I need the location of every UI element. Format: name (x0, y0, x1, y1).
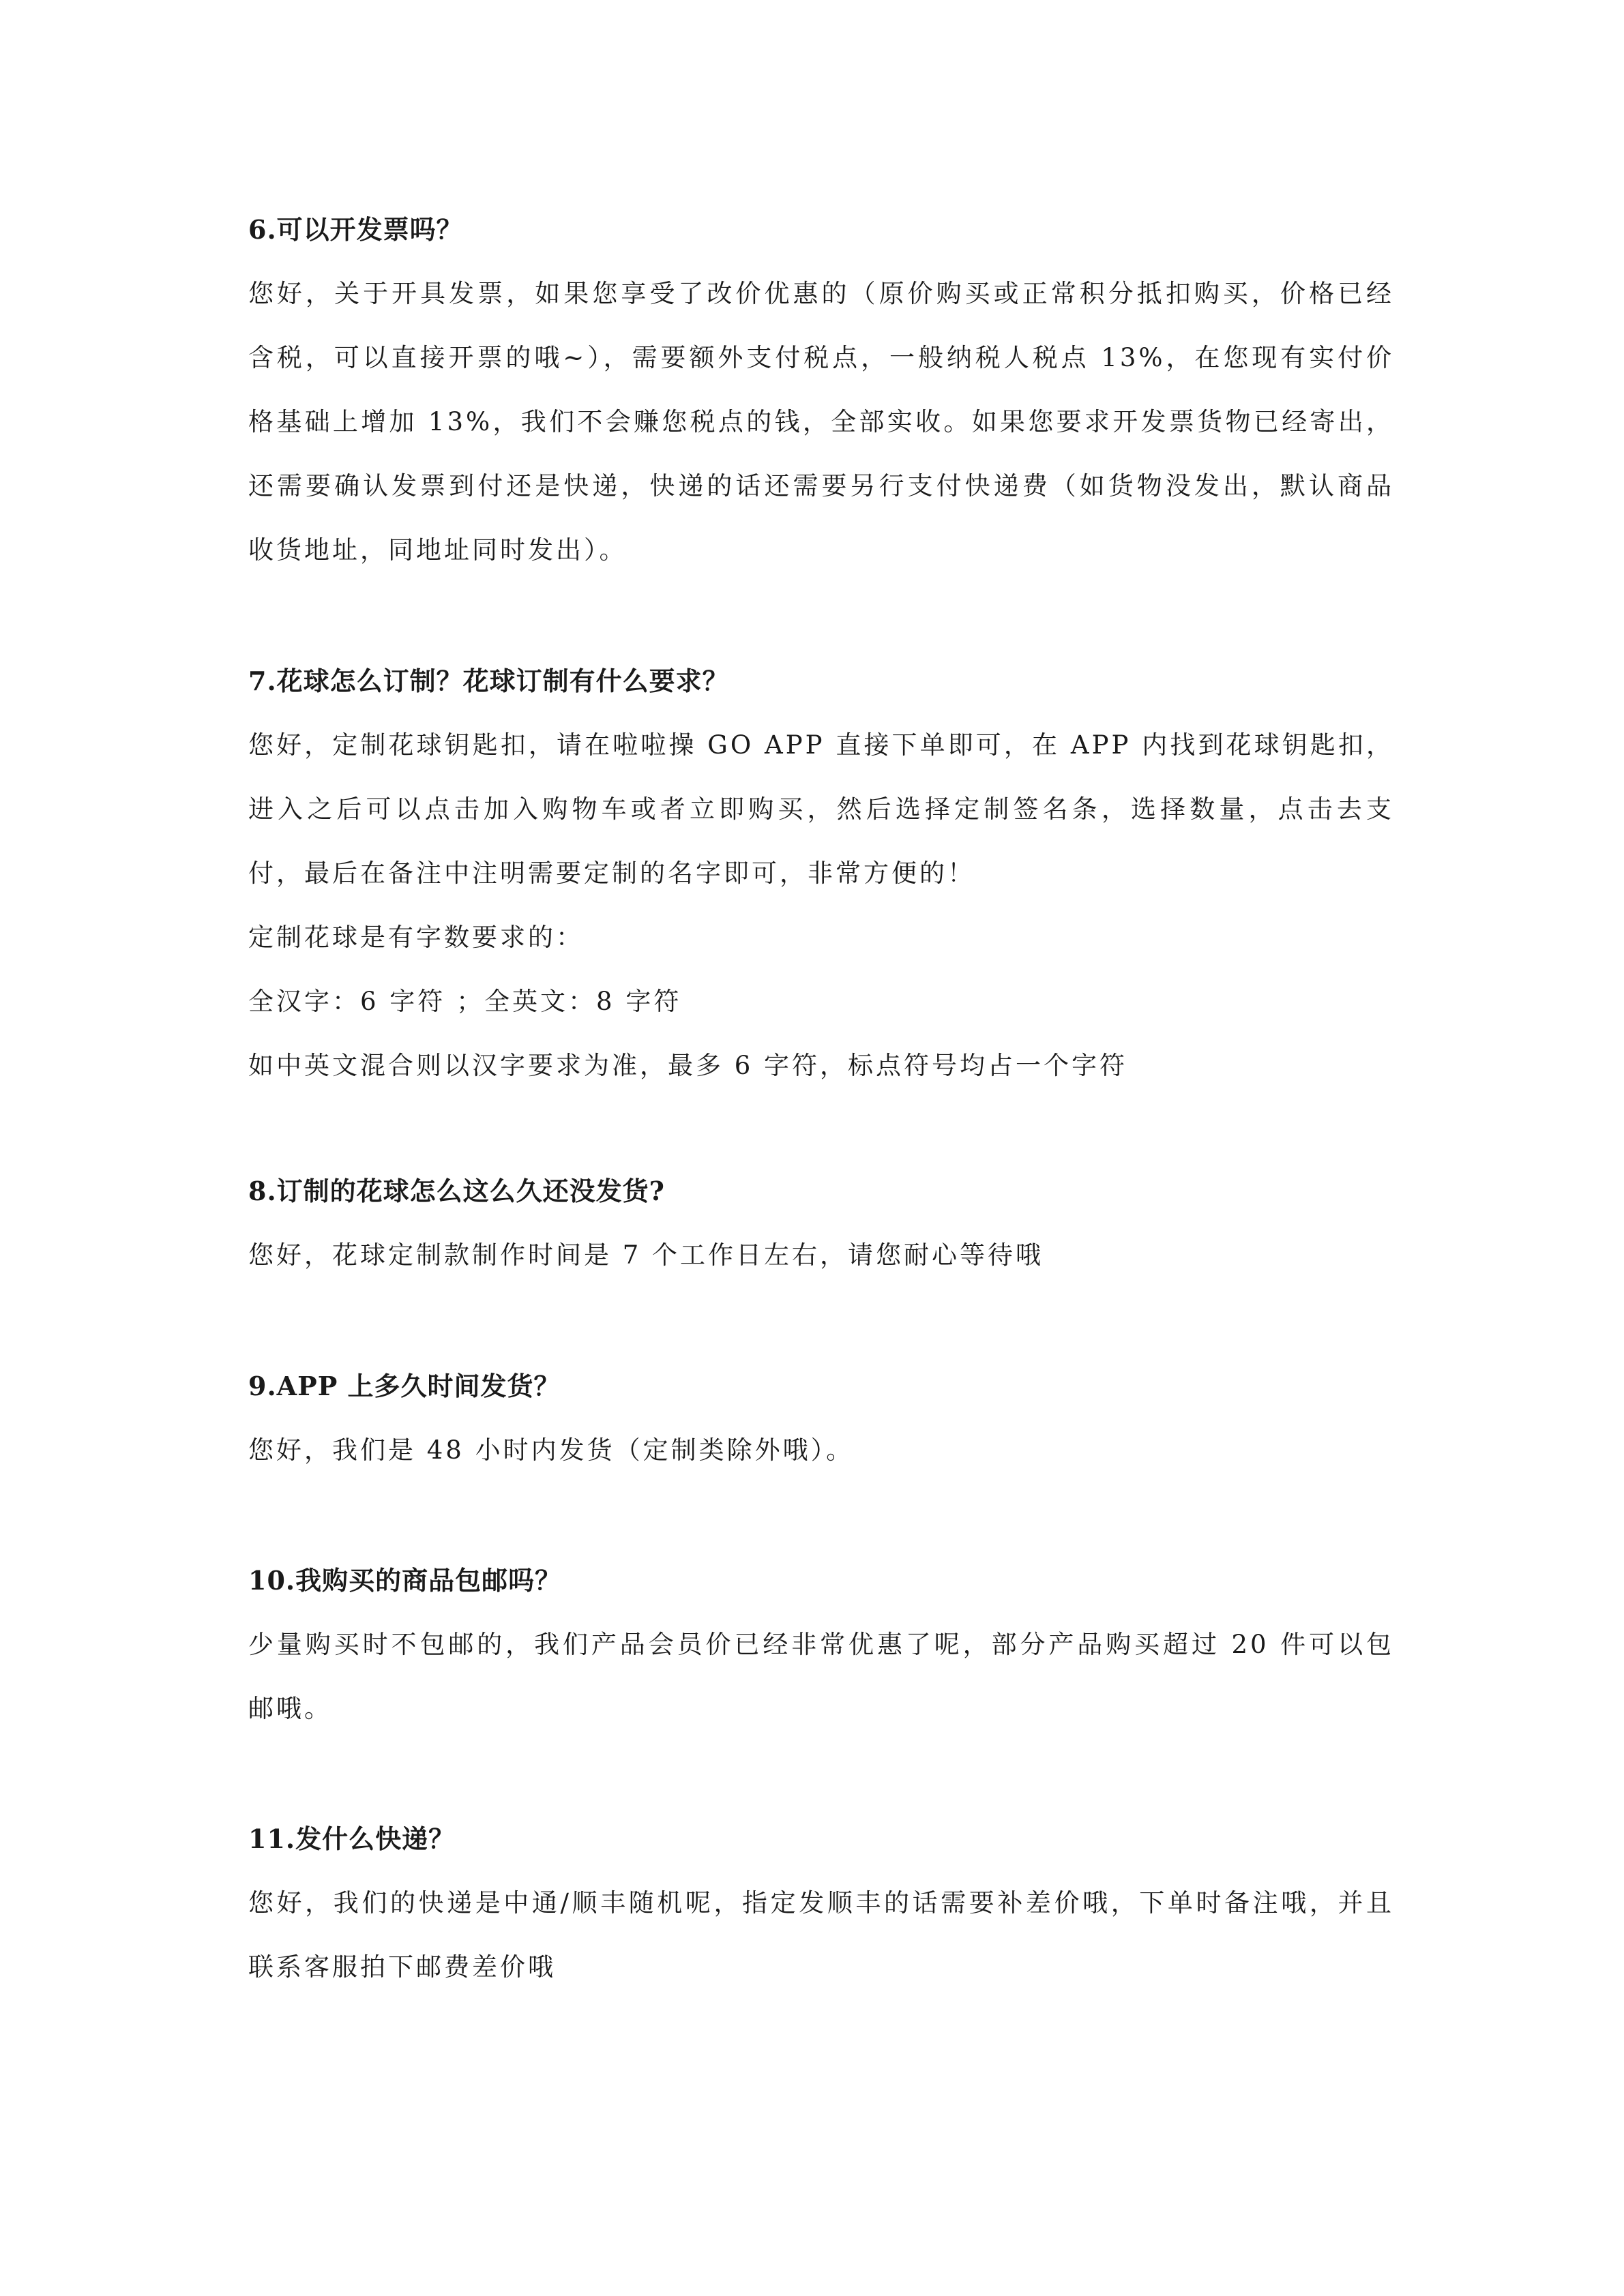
faq-answer: 您好，定制花球钥匙扣，请在啦啦操 GO APP 直接下单即可，在 APP 内找到花球钥匙扣，进入之后可以点击加入购物车或者立即购买，然后选择定制签名条，选择数量，点击去支付，最后在备注中注明需要定制的名字即可，非常方便的！ (248, 730, 1394, 888)
faq-answer: 您好，花球定制款制作时间是 7 个工作日左右，请您耐心等待哦 (248, 1240, 1044, 1270)
faq-question: 11.发什么快递？ (248, 1823, 456, 1854)
faq-answer: 定制花球是有字数要求的： (248, 923, 584, 952)
faq-section-11 (248, 1807, 1394, 1999)
faq-answer: 您好，我们是 48 小时内发货（定制类除外哦）。 (248, 1435, 855, 1465)
faq-question: 7.花球怎么订制？花球订制有什么要求？ (248, 666, 729, 696)
faq-answer: 您好，我们的快递是中通/顺丰随机呢，指定发顺丰的话需要补差价哦，下单时备注哦，并且联系客服拍下邮费差价哦 (248, 1888, 1394, 1982)
faq-question: 8.订制的花球怎么这么久还没发货? (248, 1176, 665, 1206)
faq-section-8 (248, 1159, 1394, 1287)
faq-question: 9.APP 上多久时间发货？ (248, 1371, 561, 1401)
faq-answer: 如中英文混合则以汉字要求为准，最多 6 字符，标点符号均占一个字符 (248, 1051, 1128, 1080)
faq-question: 6.可以开发票吗？ (248, 214, 463, 245)
faq-section-6 (248, 198, 1394, 582)
faq-section-10 (248, 1549, 1394, 1741)
faq-answer: 少量购买时不包邮的，我们产品会员价已经非常优惠了呢，部分产品购买超过 20 件可以包邮哦。 (248, 1630, 1394, 1723)
faq-section-9 (248, 1354, 1394, 1482)
faq-section-7 (248, 649, 1394, 1098)
faq-question: 10.我购买的商品包邮吗？ (248, 1565, 562, 1596)
faq-answer: 您好，关于开具发票，如果您享受了改价优惠的（原价购买或正常积分抵扣购买，价格已经含税，可以直接开票的哦~），需要额外支付税点，一般纳税人税点 13%，在您现有实付价格基础上增加 13%，我们不会赚您税点的钱，全部实收。如果您要求开发票货物已经寄出，还需要确认发票到付还是快递，快递的话还需要另行支付快递费（如货物没发出，默认商品收货地址，同地址同时发出）。 (248, 279, 1394, 565)
faq-answer: 全汉字：6 字符 ；全英文：8 字符 (248, 987, 682, 1016)
